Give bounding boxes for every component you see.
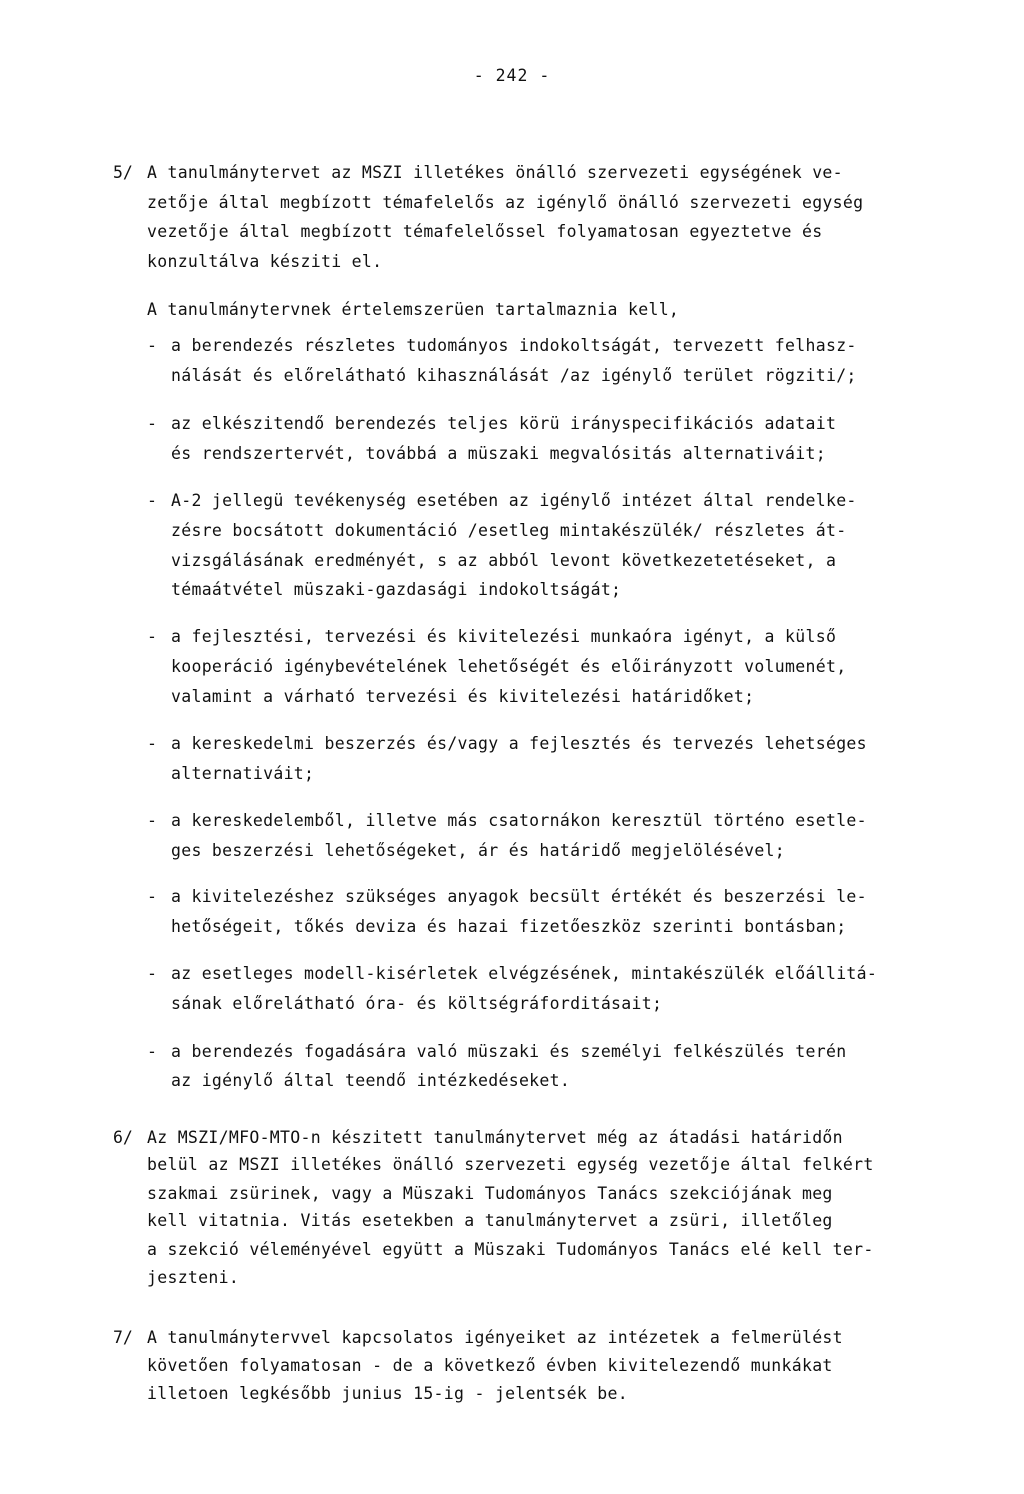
list-item-line: a kereskedelemből, illetve más csatornákon keresztül történo esetle- — [171, 811, 867, 830]
list-item-line: a berendezés részletes tudományos indokoltságát, tervezett felhasz- — [171, 336, 857, 355]
list-item-line: és rendszertervét, továbbá a müszaki megvalósitás alternativáit; — [171, 444, 826, 463]
list-dash: - — [147, 414, 157, 433]
paragraph-line: a szekció véleményével együtt a Müszaki Tudományos Tanács elé kell ter- — [147, 1240, 874, 1259]
list-item-line: az esetleges modell-kisérletek elvégzésének, mintakészülék előállitá- — [171, 964, 878, 983]
list-intro: A tanulmánytervnek értelemszerüen tartalmaznia kell, — [147, 300, 680, 319]
paragraph-line: jeszteni. — [147, 1268, 240, 1287]
paragraph-line: konzultálva késziti el. — [147, 252, 383, 271]
list-item-line: kooperáció igénybevételének lehetőségét és előirányzott volumenét, — [171, 657, 847, 676]
paragraph-line: követően folyamatosan - de a következő évben kivitelezendő munkákat — [147, 1356, 833, 1375]
paragraph-line: A tanulmánytervet az MSZI illetékes önálló szervezeti egységének ve- — [147, 163, 843, 182]
paragraph-line: zetője által megbízott témafelelős az igénylő önálló szervezeti egység — [147, 193, 864, 212]
paragraph-line: illetoen legkésőbb junius 15-ig - jelentsék be. — [147, 1384, 628, 1403]
list-item-line: a fejlesztési, tervezési és kivitelezési munkaóra igényt, a külső — [171, 627, 837, 646]
list-item-line: vizsgálásának eredményét, s az abból levont következetetéseket, a — [171, 551, 837, 570]
list-item-line: sának előrelátható óra- és költségráforditásait; — [171, 994, 663, 1013]
paragraph-line: A tanulmánytervvel kapcsolatos igényeiket az intézetek a felmerülést — [147, 1328, 843, 1347]
list-dash: - — [147, 811, 157, 830]
list-item-line: ges beszerzési lehetőségeket, ár és határidő megjelölésével; — [171, 841, 786, 860]
list-item-line: a kereskedelmi beszerzés és/vagy a fejlesztés és tervezés lehetséges — [171, 734, 867, 753]
paragraph-line: szakmai zsürinek, vagy a Müszaki Tudományos Tanács szekciójának meg — [147, 1184, 833, 1203]
list-dash: - — [147, 734, 157, 753]
list-dash: - — [147, 1042, 157, 1061]
list-item-line: zésre bocsátott dokumentáció /esetleg mintakészülék/ részletes át- — [171, 521, 847, 540]
paragraph-line: Az MSZI/MFO-MTO-n készitett tanulmánytervet még az átadási határidőn — [147, 1128, 843, 1147]
paragraph-line: kell vitatnia. Vitás esetekben a tanulmánytervet a zsüri, illetőleg — [147, 1211, 833, 1230]
paragraph-line: belül az MSZI illetékes önálló szervezeti egység vezetője által felkért — [147, 1155, 874, 1174]
list-item-line: valamint a várható tervezési és kivitelezési határidőket; — [171, 687, 755, 706]
page-number: - 242 - — [473, 66, 551, 85]
list-dash: - — [147, 964, 157, 983]
list-item-line: a berendezés fogadására való müszaki és személyi felkészülés terén — [171, 1042, 847, 1061]
section-number: 5/ — [113, 163, 133, 182]
list-item-line: hetőségeit, tőkés deviza és hazai fizetőeszköz szerinti bontásban; — [171, 917, 847, 936]
list-dash: - — [147, 491, 157, 510]
list-item-line: alternativáit; — [171, 764, 315, 783]
list-item-line: az igénylő által teendő intézkedéseket. — [171, 1071, 571, 1090]
list-dash: - — [147, 887, 157, 906]
list-item-line: az elkészitendő berendezés teljes körü irányspecifikációs adatait — [171, 414, 837, 433]
list-dash: - — [147, 336, 157, 355]
section-number: 6/ — [113, 1128, 133, 1147]
list-item-line: A-2 jellegü tevékenység esetében az igénylő intézet által rendelke- — [171, 491, 857, 510]
list-item-line: a kivitelezéshez szükséges anyagok becsült értékét és beszerzési le- — [171, 887, 867, 906]
list-dash: - — [147, 627, 157, 646]
list-item-line: nálását és előrelátható kihasználását /az igénylő terület rögziti/; — [171, 366, 857, 385]
paragraph-line: vezetője által megbízott témafelelőssel folyamatosan egyeztetve és — [147, 222, 823, 241]
section-number: 7/ — [113, 1328, 133, 1347]
list-item-line: témaátvétel müszaki-gazdasági indokoltságát; — [171, 580, 622, 599]
